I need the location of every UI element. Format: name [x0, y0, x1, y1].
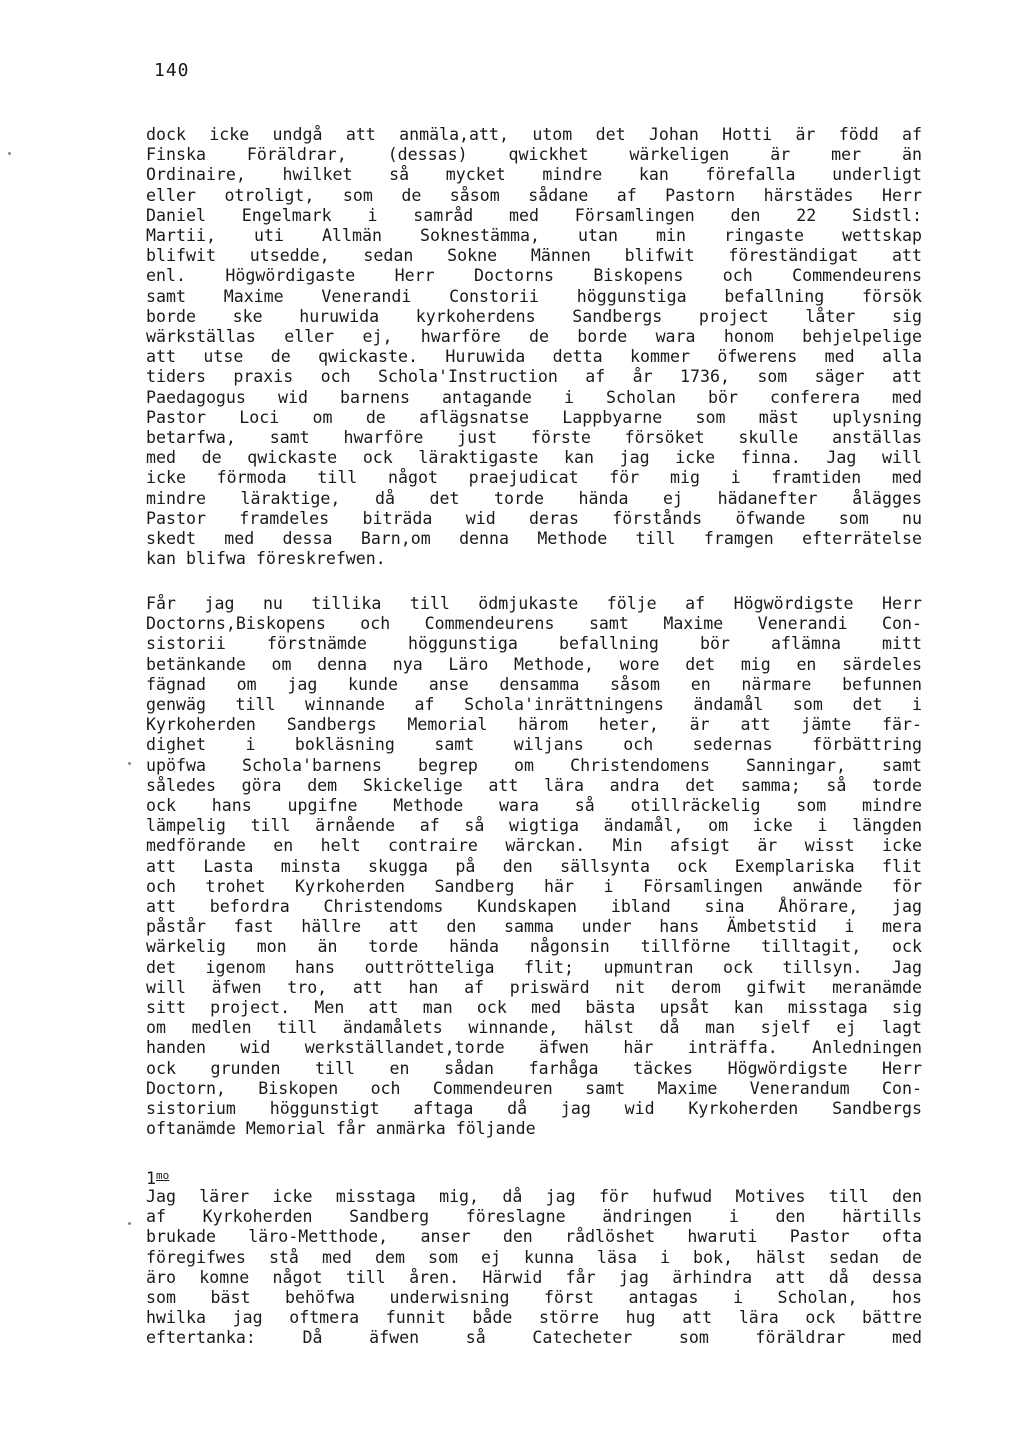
text-line: handen wid werkställandet,torde äfwen här inträffa. Anledningen — [146, 1038, 922, 1058]
text-line: föregifwes stå med dem som ej kunna läsa i bok, hälst sedan de — [146, 1247, 922, 1267]
section-suffix: mo — [156, 1169, 170, 1182]
text-line: således göra dem Skickelige att lära andra det samma; så torde — [146, 775, 922, 795]
text-line: hwilka jag oftmera funnit både större hug att lära ock bättre — [146, 1308, 922, 1328]
text-line: att utse de qwickaste. Huruwida detta kommer öfwerens med alla — [146, 347, 922, 367]
text-line: Finska Föräldrar, (dessas) qwickhet wärkeligen är mer än — [146, 145, 922, 165]
text-line: med de qwickaste ock läraktigaste kan jag icke finna. Jag will — [146, 448, 922, 468]
text-line: borde ske huruwida kyrkoherdens Sandbergs project låter sig — [146, 306, 922, 326]
text-line: sistorii förstnämde höggunstiga befallning bör aflämna mitt — [146, 634, 922, 654]
text-line: ock hans upgifne Methode wara så otillräckelig som mindre — [146, 796, 922, 816]
text-line: betänkande om denna nya Läro Methode, wore det mig en särdeles — [146, 654, 922, 674]
text-line: Paedagogus wid barnens antagande i Scholan bör conferera med — [146, 387, 922, 407]
text-line: Får jag nu tillika till ödmjukaste följe af Högwördigste Herr — [146, 594, 922, 613]
text-line: wärkelig mon än torde hända någonsin tillförne tilltagit, ock — [146, 937, 922, 957]
text-line: wärkställas eller ej, hwarföre de borde wara honom behjelpelige — [146, 327, 922, 347]
text-line: lämpelig till ärnående af så wigtiga ändamål, om icke i längden — [146, 816, 922, 836]
text-line: enl. Högwördigaste Herr Doctorns Biskopens och Commendeurens — [146, 266, 922, 286]
text-line: Pastor Loci om de aflägsnatse Lappbyarne som mäst uplysning — [146, 407, 922, 427]
text-line: ock grunden till en sådan farhåga täckes Högwördigste Herr — [146, 1058, 922, 1078]
text-line: dock icke undgå att anmäla,att, utom det Johan Hotti är född af — [146, 125, 922, 144]
text-line: brukade läro-Metthode, anser den rådlöshet hwaruti Pastor ofta — [146, 1227, 922, 1247]
text-line: upöfwa Schola'barnens begrep om Christendomens Sanningar, samt — [146, 755, 922, 775]
text-line: will äfwen tro, att han af priswärd nit derom gifwit meranämde — [146, 977, 922, 997]
text-line: Kyrkoherden Sandbergs Memorial härom heter, är att jämte fär- — [146, 715, 922, 735]
text-line: att befordra Christendoms Kundskapen ibland sina Åhörare, jag — [146, 897, 922, 917]
text-line: blifwit utsedde, sedan Sokne Männen blifwit föreständigat att — [146, 246, 922, 266]
text-line: äro komne något till åren. Härwid får jag ärhindra att då dessa — [146, 1267, 922, 1287]
text-line: Pastor framdeles biträda wid deras förstånds öfwande som nu — [146, 508, 922, 528]
text-line: och trohet Kyrkoherden Sandberg här i Församlingen anwände för — [146, 876, 922, 896]
text-line: om medlen till ändamålets winnande, hälst då man sjelf ej lagt — [146, 1018, 922, 1038]
text-line: det igenom hans outtrötteliga flit; upmuntran ock tillsyn. Jag — [146, 957, 922, 977]
section-number: 1 — [146, 1169, 156, 1188]
scan-speck — [128, 762, 131, 765]
scan-speck — [8, 152, 11, 155]
text-line: kan blifwa föreskrefwen. — [146, 549, 386, 569]
section-label — [146, 1166, 169, 1189]
text-line: sitt project. Men att man ock med bästa upsåt kan misstaga sig — [146, 998, 922, 1018]
text-line: sistorium höggunstigt aftaga då jag wid Kyrkoherden Sandbergs — [146, 1099, 922, 1119]
text-line: samt Maxime Venerandi Constorii höggunstiga befallning försök — [146, 286, 922, 306]
text-line: eller otroligt, som de såsom sådane af Pastorn härstädes Herr — [146, 185, 922, 205]
scan-speck — [128, 1222, 131, 1225]
paragraph-2 — [146, 594, 922, 1139]
text-line: Doctorn, Biskopen och Commendeuren samt Maxime Venerandum Con- — [146, 1078, 922, 1098]
text-line: icke förmoda till något praejudicat för mig i framtiden med — [146, 468, 922, 488]
text-line: Martii, uti Allmän Soknestämma, utan min ringaste wettskap — [146, 226, 922, 246]
text-line: af Kyrkoherden Sandberg föreslagne ändringen i den härtills — [146, 1207, 922, 1227]
text-line: genwäg till winnande af Schola'inrättningens ändamål som det i — [146, 695, 922, 715]
page-number: 140 — [154, 60, 190, 81]
paragraph-1 — [146, 125, 922, 569]
text-line: Ordinaire, hwilket så mycket mindre kan förefalla underligt — [146, 165, 922, 185]
text-line: dighet i bokläsning samt wiljans och sedernas förbättring — [146, 735, 922, 755]
text-line: påstår fast hällre att den samma under hans Ämbetstid i mera — [146, 917, 922, 937]
text-line: skedt med dessa Barn,om denna Methode till framgen efterrätelse — [146, 529, 922, 549]
text-line: medförande en helt contraire wärckan. Min afsigt är wisst icke — [146, 836, 922, 856]
text-line: betarfwa, samt hwarföre just förste försöket skulle anställas — [146, 428, 922, 448]
text-line: oftanämde Memorial får anmärka följande — [146, 1119, 536, 1139]
text-line: Daniel Engelmark i samråd med Församlingen den 22 Sidstl: — [146, 205, 922, 225]
text-line: Doctorns,Biskopens och Commendeurens samt Maxime Venerandi Con- — [146, 614, 922, 634]
text-line: att Lasta minsta skugga på den sällsynta ock Exemplariska flit — [146, 856, 922, 876]
text-line: tiders praxis och Schola'Instruction af år 1736, som säger att — [146, 367, 922, 387]
text-line: som bäst behöfwa underwisning först antagas i Scholan, hos — [146, 1288, 922, 1308]
text-line: eftertanka: Då äfwen så Catecheter som föräldrar med — [146, 1328, 922, 1348]
text-line: fägnad om jag kunde anse densamma såsom en närmare befunnen — [146, 674, 922, 694]
paragraph-3 — [146, 1187, 922, 1349]
text-line: mindre läraktige, då det torde hända ej hädanefter ålägges — [146, 488, 922, 508]
text-line: Jag lärer icke misstaga mig, då jag för hufwud Motives till den — [146, 1187, 922, 1206]
